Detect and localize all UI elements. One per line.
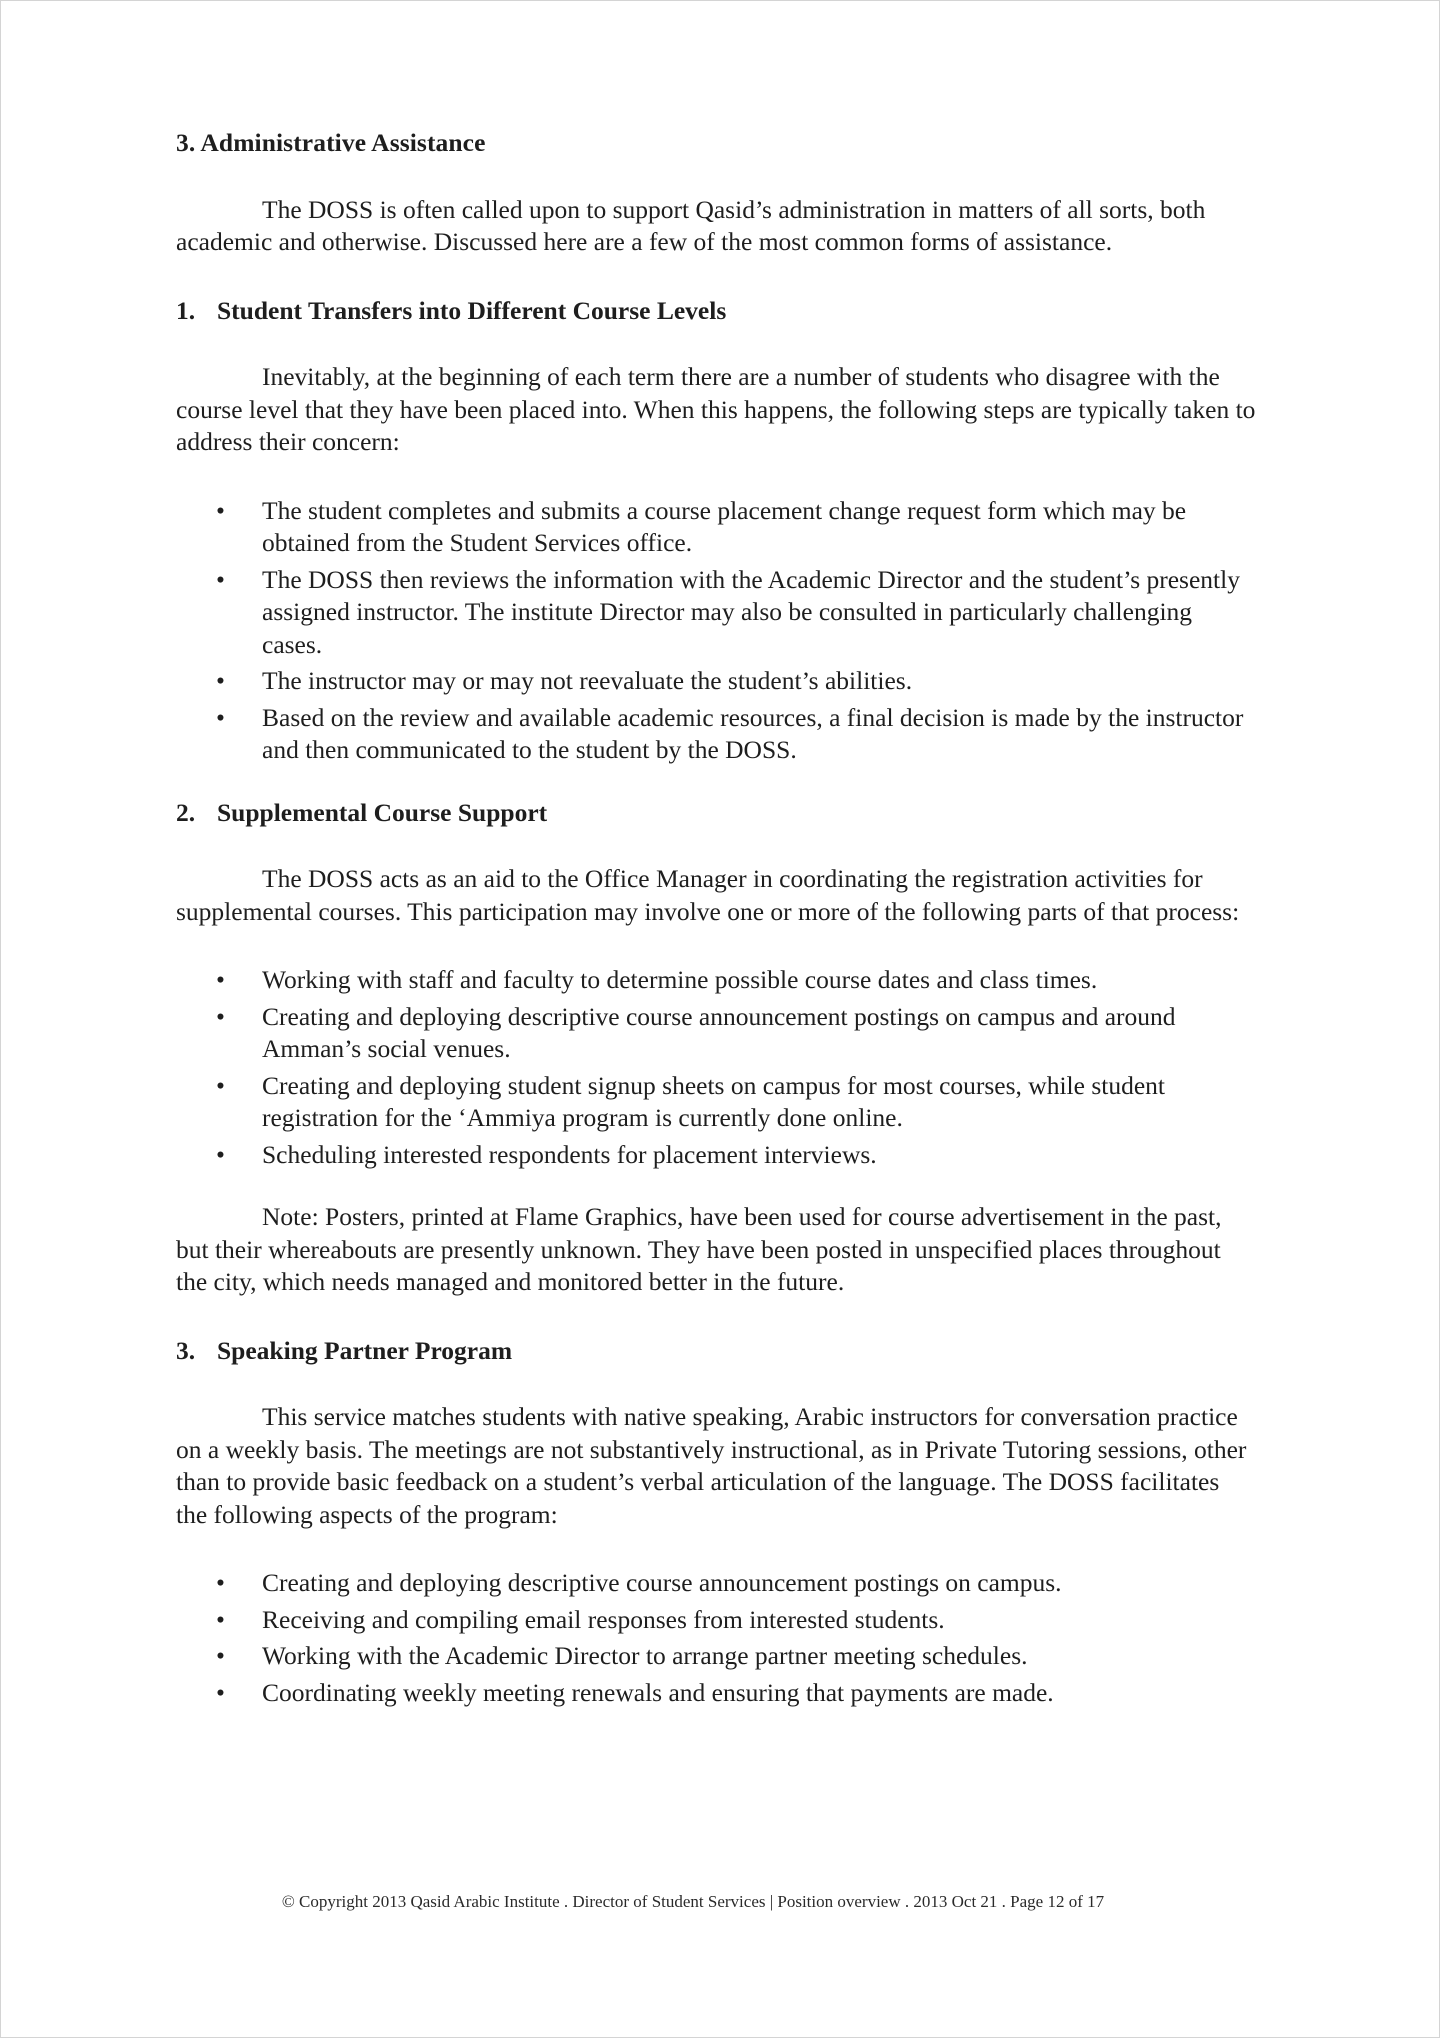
list-item bbox=[176, 1070, 1256, 1135]
bullet-icon: • bbox=[216, 1568, 225, 1597]
list-item bbox=[176, 1677, 1256, 1710]
list-item bbox=[176, 1640, 1256, 1673]
subsection-number: 1. bbox=[176, 295, 196, 325]
bullet-icon: • bbox=[216, 1070, 225, 1100]
list-item bbox=[176, 665, 1256, 698]
section-intro: The DOSS is often called upon to support Qasid’s administration in matters of all sorts, both academic and otherwise. Discussed here are a few of the most common forms of assistance. bbox=[176, 194, 1206, 256]
list-item-text: Coordinating weekly meeting renewals and ensuring that payments are made. bbox=[262, 1677, 1054, 1707]
list-item-text: The instructor may or may not reevaluate the student’s abilities. bbox=[262, 666, 913, 695]
list-item bbox=[176, 702, 1256, 767]
bullet-icon: • bbox=[216, 666, 225, 695]
list-item-text: Working with the Academic Director to arrange partner meeting schedules. bbox=[262, 1641, 1028, 1670]
list-item-text: Scheduling interested respondents for placement interviews. bbox=[262, 1139, 877, 1169]
list-item bbox=[176, 495, 1256, 560]
list-item bbox=[176, 964, 1256, 997]
bullet-list bbox=[176, 964, 1256, 1171]
subsection-title: Supplemental Course Support bbox=[217, 797, 548, 827]
list-item bbox=[176, 1001, 1256, 1066]
list-item bbox=[176, 1139, 1256, 1172]
subsection-heading bbox=[176, 1335, 1256, 1368]
footer-text: © Copyright 2013 Qasid Arabic Institute . Director of Student Services | Position overview . 2013 Oct 21 . Page 12 of 17 bbox=[281, 1892, 1105, 1911]
list-item-text: Based on the review and available academic resources, a final decision is made by the instructor and then communicated to the student by the DOSS. bbox=[262, 702, 1244, 764]
list-item-text: The student completes and submits a course placement change request form which may be obtained from the Student Services office. bbox=[262, 495, 1187, 557]
subsection-title: Student Transfers into Different Course Levels bbox=[217, 295, 727, 325]
list-item bbox=[176, 1604, 1256, 1637]
list-item-text: Receiving and compiling email responses from interested students. bbox=[262, 1604, 945, 1634]
bullet-icon: • bbox=[216, 1604, 225, 1634]
subsection-paragraph: Inevitably, at the beginning of each term there are a number of students who disagree with the course level that they have been placed into. When this happens, the following steps are typically taken to address their concern: bbox=[176, 362, 1256, 456]
list-item-text: Creating and deploying student signup sheets on campus for most courses, while student registration for the ‘Ammiya program is currently done online. bbox=[262, 1070, 1165, 1132]
page-content bbox=[176, 127, 1256, 1739]
bullet-list bbox=[176, 495, 1256, 767]
list-item-text: Creating and deploying descriptive course announcement postings on campus and around Amman’s social venues. bbox=[262, 1001, 1176, 1063]
bullet-icon: • bbox=[216, 702, 225, 732]
page-footer bbox=[1, 1892, 1440, 1912]
subsection-number: 3. bbox=[176, 1335, 196, 1365]
bullet-icon: • bbox=[216, 1677, 225, 1707]
bullet-icon: • bbox=[216, 564, 225, 594]
subsection-paragraph: This service matches students with native speaking, Arabic instructors for conversation practice on a weekly basis. The meetings are not substantively instructional, as in Private Tutoring sessions, other than to provide basic feedback on a student’s verbal articulation of the language. The DOSS facilitates the following aspects of the program: bbox=[176, 1402, 1247, 1529]
bullet-icon: • bbox=[216, 1139, 225, 1169]
bullet-icon: • bbox=[216, 1001, 225, 1031]
subsection-title: Speaking Partner Program bbox=[217, 1335, 513, 1365]
bullet-icon: • bbox=[216, 965, 225, 994]
list-item-text: Working with staff and faculty to determine possible course dates and class times. bbox=[262, 965, 1098, 994]
subsection-paragraph: The DOSS acts as an aid to the Office Manager in coordinating the registration activities for supplemental courses. This participation may involve one or more of the following parts of that process: bbox=[176, 864, 1240, 926]
list-item bbox=[176, 1567, 1256, 1600]
subsection-heading bbox=[176, 797, 1256, 830]
list-item-text: Creating and deploying descriptive course announcement postings on campus. bbox=[262, 1568, 1062, 1597]
list-item-text: The DOSS then reviews the information with the Academic Director and the student’s presently assigned instructor. The institute Director may also be consulted in particularly challenging cases. bbox=[262, 564, 1240, 659]
bullet-list bbox=[176, 1567, 1256, 1709]
note-paragraph: Note: Posters, printed at Flame Graphics, have been used for course advertisement in the past, but their whereabouts are presently unknown. They have been posted in unspecified places throughout the city, which needs managed and monitored better in the future. bbox=[176, 1202, 1222, 1296]
bullet-icon: • bbox=[216, 495, 225, 525]
list-item bbox=[176, 564, 1256, 662]
bullet-icon: • bbox=[216, 1641, 225, 1670]
section-title: 3. Administrative Assistance bbox=[176, 128, 486, 157]
subsection-number: 2. bbox=[176, 797, 196, 827]
subsection-heading bbox=[176, 295, 1256, 328]
